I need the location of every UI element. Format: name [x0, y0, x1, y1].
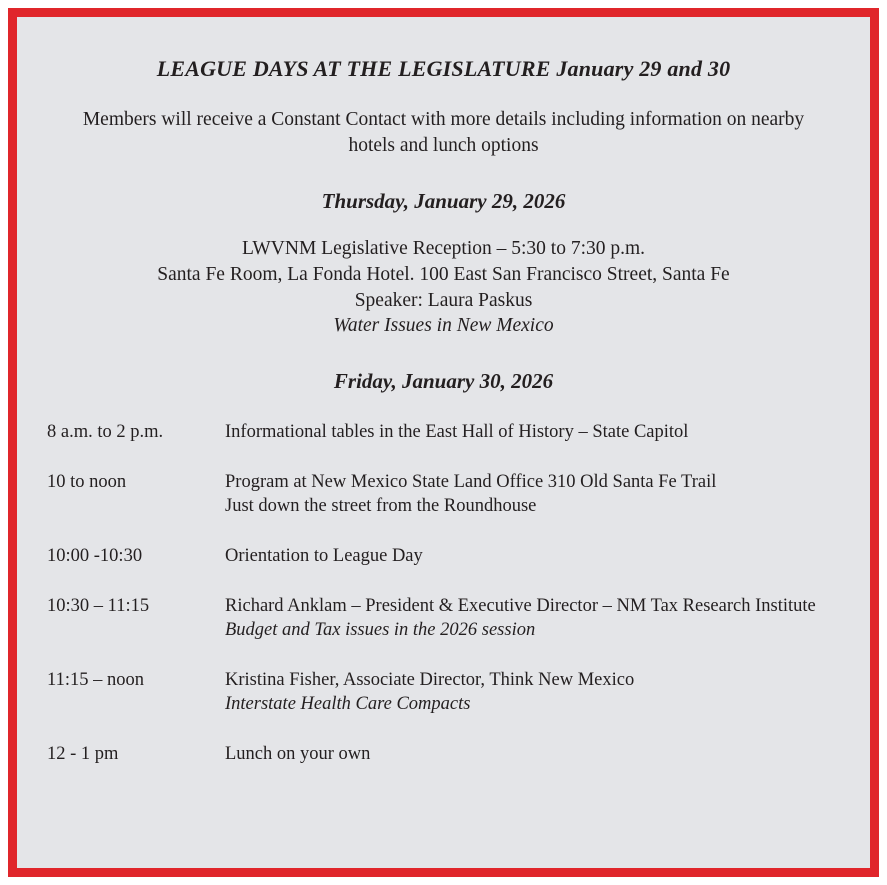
- flyer-title: LEAGUE DAYS AT THE LEGISLATURE January 29 and 30: [156, 56, 731, 81]
- schedule-row: [47, 668, 840, 742]
- day-one-talk-title: Water Issues in New Mexico: [333, 315, 554, 337]
- schedule-description: [225, 668, 840, 742]
- day-one-line-1: LWVNM Legislative Reception – 5:30 to 7:30 p.m.: [241, 238, 646, 260]
- schedule-subtitle: Budget and Tax issues in the 2026 session: [225, 620, 536, 641]
- schedule-row: [47, 594, 840, 668]
- day-two-heading: Friday, January 30, 2026: [333, 369, 554, 394]
- schedule-table: [47, 420, 840, 766]
- schedule-description: [225, 742, 840, 766]
- schedule-row: [47, 742, 840, 766]
- schedule-time: 10:30 – 11:15: [47, 596, 150, 617]
- schedule-time: 12 - 1 pm: [47, 744, 119, 765]
- schedule-time: 11:15 – noon: [47, 670, 144, 691]
- schedule-description-line: Program at New Mexico State Land Office 310 Old Santa Fe Trail: [225, 472, 717, 493]
- flyer-intro-text: Members will receive a Constant Contact with more details including information on nearby hotels and lunch options: [82, 108, 805, 156]
- schedule-description-line: Kristina Fisher, Associate Director, Think New Mexico: [225, 670, 635, 691]
- schedule-description-line: Just down the street from the Roundhouse: [225, 496, 537, 517]
- schedule-time: 8 a.m. to 2 p.m.: [47, 422, 164, 443]
- schedule-row: [47, 544, 840, 594]
- day-one-heading: Thursday, January 29, 2026: [321, 189, 566, 214]
- day-one-line-3: Speaker: Laura Paskus: [354, 289, 533, 311]
- schedule-row: [47, 420, 840, 470]
- schedule-description-line: Informational tables in the East Hall of History – State Capitol: [225, 422, 689, 443]
- schedule-time: 10 to noon: [47, 472, 127, 493]
- schedule-description: [225, 470, 840, 544]
- day-one-details: [47, 236, 840, 339]
- schedule-time: 10:00 -10:30: [47, 546, 143, 567]
- schedule-row: [47, 470, 840, 544]
- schedule-subtitle: Interstate Health Care Compacts: [225, 694, 471, 715]
- flyer-border-frame: [8, 8, 879, 877]
- schedule-description-line: Richard Anklam – President & Executive Director – NM Tax Research Institute: [225, 596, 816, 617]
- day-one-line-2: Santa Fe Room, La Fonda Hotel. 100 East San Francisco Street, Santa Fe: [157, 263, 730, 285]
- schedule-body: [47, 420, 840, 766]
- schedule-description-line: Lunch on your own: [225, 744, 371, 765]
- schedule-description: [225, 594, 840, 668]
- schedule-description: [225, 544, 840, 594]
- schedule-description: [225, 420, 840, 470]
- schedule-description-line: Orientation to League Day: [225, 546, 423, 567]
